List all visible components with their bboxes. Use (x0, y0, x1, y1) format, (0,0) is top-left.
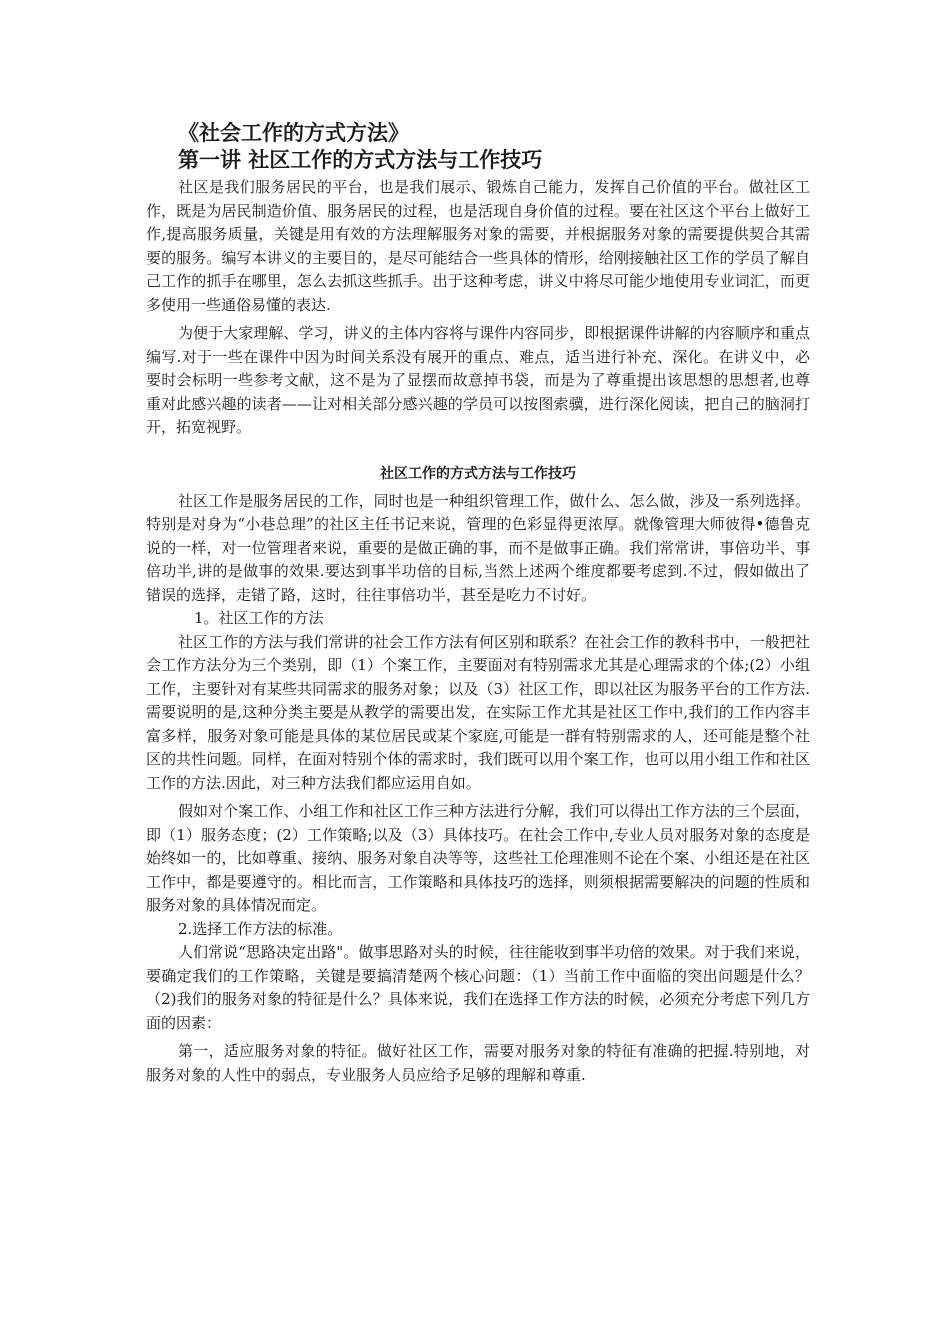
body-paragraph: 社区工作的方法与我们常讲的社会工作方法有何区别和联系？在社会工作的教科书中，一般把社会工作方法分为三个类别，即（1）个案工作，主要面对有特别需求尤其是心理需求的个体;(2）小组工作，主要针对有某些共同需求的服务对象；以及（3）社区工作，即以社区为服务平台的工作方法.需要说明的是,这种分类主要是从教学的需要出发，在实际工作尤其是社区工作中,我们的工作内容丰富多样，服务对象可能是具体的某位居民或某个家庭,可能是一群有特别需求的人，还可能是整个社区的共性问题。同样，在面对特别个体的需求时，我们既可以用个案工作，也可以用小组工作和社区工作的方法.因此，对三种方法我们都应运用自如。 (146, 632, 810, 792)
section-heading: 社区工作的方式方法与工作技巧 (380, 465, 576, 482)
body-paragraph: 第一，适应服务对象的特征。做好社区工作，需要对服务对象的特征有准确的把握.特别地，对服务对象的人性中的弱点，专业服务人员应给予足够的理解和尊重. (146, 1042, 810, 1084)
item-heading-criteria: 2.选择工作方法的标准。 (178, 919, 343, 938)
lecture-title: 第一讲 社区工作的方式方法与工作技巧 (178, 148, 543, 172)
intro-paragraph: 社区是我们服务居民的平台，也是我们展示、锻炼自己能力，发挥自己价值的平台。做社区工作，既是为居民制造价值、服务居民的过程，也是活现自身价值的过程。要在社区这个平台上做好工作,提高服务质量，关键是用有效的方法理解服务对象的需要，并根据服务对象的需要提供契合其需要的服务。编写本讲义的主要目的，是尽可能结合一些具体的情形，给刚接触社区工作的学员了解自己工作的抓手在哪里，怎么去抓这些抓手。出于这种考虑，讲义中将尽可能少地使用专业词汇，而更多使用一些通俗易懂的表达. (146, 178, 810, 314)
document-body (146, 120, 810, 1087)
section-intro-paragraph: 社区工作是服务居民的工作，同时也是一种组织管理工作，做什么、怎么做，涉及一系列选择。特别是对身为“小巷总理”的社区主任书记来说，管理的色彩显得更浓厚。就像管理大师彼得•德鲁克说的一样，对一位管理者来说，重要的是做正确的事，而不是做事正确。我们常常讲，事倍功半、事倍功半,讲的是做事的效果.要达到事半功倍的目标,当然上述两个维度都要考虑到.不过，假如做出了错误的选择，走错了路，这时，往往事倍功半，甚至是吃力不讨好。 (146, 491, 810, 604)
body-paragraph: 人们常说“思路决定出路"。做事思路对头的时候，往往能收到事半功倍的效果。对于我们来说，要确定我们的工作策略，关键是要搞清楚两个核心问题：（1）当前工作中面临的突出问题是什么？（2)我们的服务对象的特征是什么？具体来说，我们在选择工作方法的时候，必须充分考虑下列几方面的因素： (146, 943, 810, 1032)
intro-paragraph: 为便于大家理解、学习，讲义的主体内容将与课件内容同步，即根据课件讲解的内容顺序和重点编写.对于一些在课件中因为时间关系没有展开的重点、难点，适当进行补充、深化。在讲义中，必要时会标明一些参考文献，这不是为了显摆而故意掉书袋，而是为了尊重提出该思想的思想者,也尊重对此感兴趣的读者——让对相关部分感兴趣的学员可以按图索骥，进行深化阅读，把自己的脑洞打开，拓宽视野。 (146, 324, 810, 436)
item-heading-methods: 1。社区工作的方法 (194, 609, 324, 627)
document-title: 《社会工作的方式方法》 (178, 121, 409, 145)
body-paragraph: 假如对个案工作、小组工作和社区工作三种方法进行分解，我们可以得出工作方法的三个层面，即（1）服务态度；(2）工作策略;以及（3）具体技巧。在社会工作中,专业人员对服务对象的态度是始终如一的，比如尊重、接纳、服务对象自决等等，这些社工伦理准则不论在个案、小组还是在社区工作中，都是要遵守的。相比而言，工作策略和具体技巧的选择，则须根据需要解决的问题的性质和服务对象的具体情况而定。 (146, 802, 810, 914)
